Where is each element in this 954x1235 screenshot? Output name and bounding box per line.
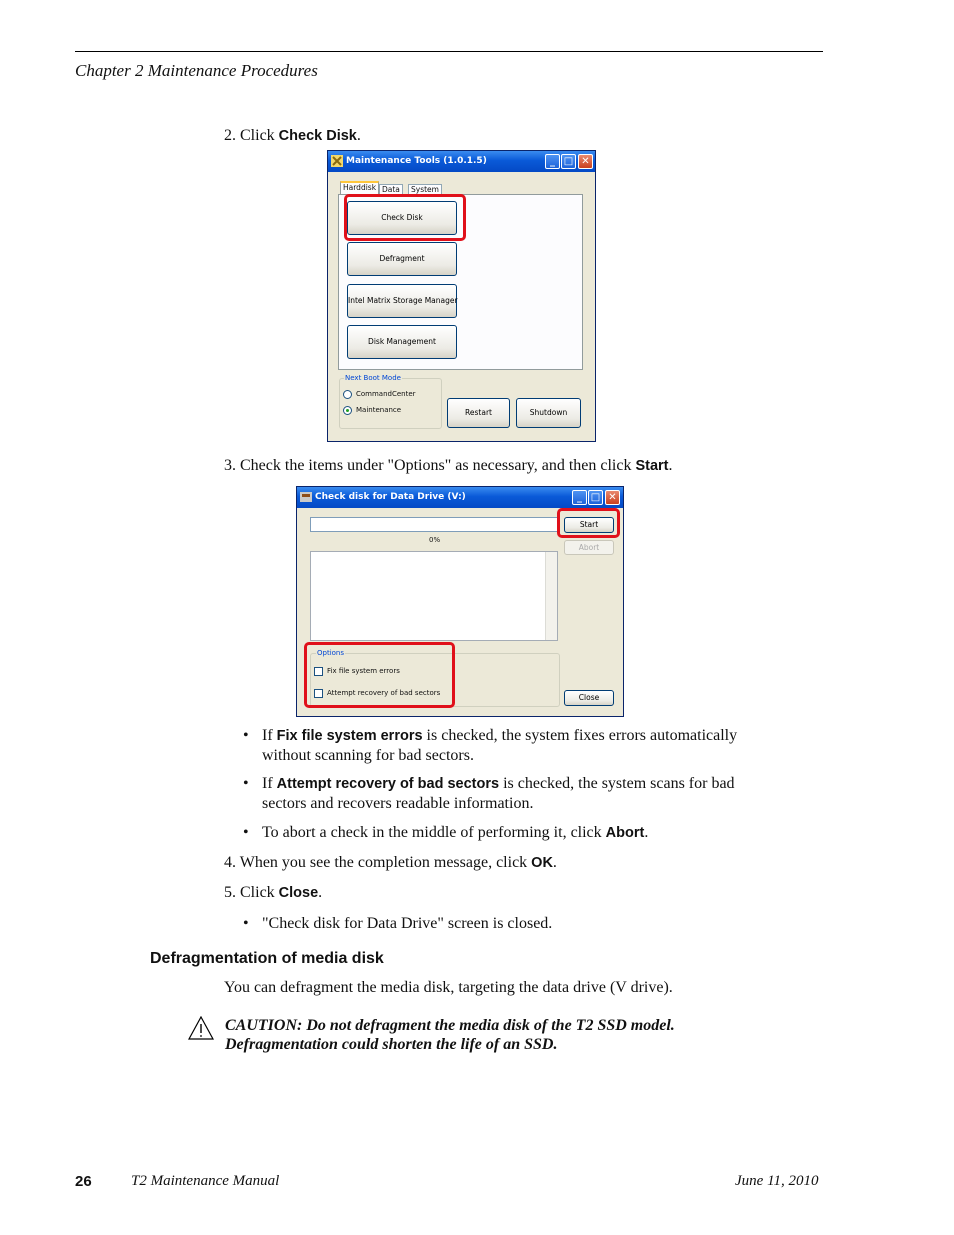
bullet-1-text: is checked, the system fixes errors automatically bbox=[422, 727, 738, 744]
bullet-dot: • bbox=[243, 727, 249, 744]
bullet-dot: • bbox=[243, 915, 249, 932]
abort-button[interactable]: Abort bbox=[564, 540, 614, 555]
app-icon bbox=[331, 155, 343, 167]
bullet-recover-sectors bbox=[243, 774, 802, 813]
options-label: Options bbox=[317, 649, 345, 657]
maintenance-tools-window bbox=[327, 150, 596, 442]
progress-bar bbox=[310, 517, 558, 532]
step-4 bbox=[224, 854, 557, 872]
page-number: 26 bbox=[75, 1173, 92, 1190]
close-button[interactable]: Close bbox=[564, 690, 614, 706]
bullet-2-text: is checked, the system scans for bad bbox=[499, 775, 735, 792]
step-4-bold: OK bbox=[531, 855, 553, 871]
radio-commandcenter[interactable] bbox=[343, 390, 352, 399]
radio-commandcenter-label: CommandCenter bbox=[356, 390, 416, 398]
bullet-dot: • bbox=[243, 775, 249, 792]
bullet-abort bbox=[243, 823, 802, 843]
next-boot-mode-group bbox=[339, 378, 442, 429]
shutdown-button[interactable]: Shutdown bbox=[516, 398, 581, 428]
minimize-button[interactable]: _ bbox=[545, 154, 560, 169]
disk-management-button[interactable]: Disk Management bbox=[347, 325, 457, 359]
step-3-suffix: . bbox=[668, 457, 673, 474]
close-window-button[interactable]: ✕ bbox=[578, 154, 593, 169]
check-disk-window bbox=[296, 486, 624, 717]
bullet-3-suffix: . bbox=[644, 824, 649, 841]
log-scrollbar[interactable] bbox=[545, 552, 557, 640]
step-4-suffix: . bbox=[552, 854, 557, 871]
bullet-2-line2: sectors and recovers readable information. bbox=[262, 795, 534, 812]
fix-errors-label: Fix file system errors bbox=[327, 667, 400, 675]
caution-text bbox=[225, 1016, 785, 1054]
bullet-1-line2: without scanning for bad sectors. bbox=[262, 747, 474, 764]
step-5-suffix: . bbox=[318, 884, 323, 901]
step-5 bbox=[224, 884, 322, 902]
restart-button[interactable]: Restart bbox=[447, 398, 510, 428]
tab-data[interactable]: Data bbox=[379, 184, 403, 194]
section-heading: Defragmentation of media disk bbox=[150, 950, 384, 967]
section-body: You can defragment the media disk, targeting the data drive (V drive). bbox=[224, 979, 673, 996]
defragment-button[interactable]: Defragment bbox=[347, 242, 457, 276]
close-window-button[interactable]: ✕ bbox=[605, 490, 620, 505]
minimize-button[interactable]: _ bbox=[572, 490, 587, 505]
step-2-bold: Check Disk bbox=[278, 128, 357, 144]
radio-maintenance-label: Maintenance bbox=[356, 406, 402, 414]
disk-icon bbox=[300, 491, 312, 503]
step-2-text: 2. Click bbox=[224, 127, 279, 144]
check-disk-window-title: Check disk for Data Drive (V:) bbox=[315, 492, 466, 502]
highlight-options bbox=[304, 642, 455, 708]
bullet-fix-errors bbox=[243, 726, 802, 765]
chapter-title: Chapter 2 Maintenance Procedures bbox=[75, 61, 318, 80]
caution-icon bbox=[188, 1016, 214, 1040]
caution-line-1: CAUTION: Do not defragment the media disk of the T2 SSD model. bbox=[225, 1017, 675, 1034]
step-3-text: 3. Check the items under "Options" as necessary, and then click bbox=[224, 457, 636, 474]
next-boot-mode-label: Next Boot Mode bbox=[345, 374, 401, 382]
bullet-close-text: "Check disk for Data Drive" screen is closed. bbox=[262, 915, 553, 932]
caution-line-2: Defragmentation could shorten the life of an SSD. bbox=[225, 1036, 558, 1053]
tab-harddisk[interactable]: Harddisk bbox=[340, 181, 379, 194]
bullet-dot: • bbox=[243, 824, 249, 841]
recover-sectors-label: Attempt recovery of bad sectors bbox=[327, 689, 441, 697]
bullet-1-prefix: If bbox=[262, 727, 277, 744]
step-5-text: 5. Click bbox=[224, 884, 279, 901]
radio-maintenance[interactable] bbox=[343, 406, 352, 415]
tab-system[interactable]: System bbox=[408, 184, 442, 194]
progress-text: 0% bbox=[429, 536, 441, 544]
step-3 bbox=[224, 457, 673, 475]
intel-matrix-storage-manager-button[interactable]: Intel Matrix Storage Manager bbox=[347, 284, 457, 318]
highlight-check-disk bbox=[344, 194, 466, 241]
manual-title: T2 Maintenance Manual bbox=[131, 1173, 280, 1189]
log-textarea[interactable] bbox=[310, 551, 558, 641]
step-4-text: 4. When you see the completion message, click bbox=[224, 854, 532, 871]
header-rule bbox=[75, 51, 823, 52]
step-2-suffix: . bbox=[356, 127, 361, 144]
maximize-button[interactable]: □ bbox=[588, 490, 603, 505]
maintenance-window-title: Maintenance Tools (1.0.1.5) bbox=[346, 156, 487, 166]
maximize-button[interactable]: □ bbox=[561, 154, 576, 169]
bullet-screen-closed bbox=[243, 914, 802, 933]
bullet-2-prefix: If bbox=[262, 775, 277, 792]
bullet-3-bold: Abort bbox=[605, 825, 645, 841]
highlight-start bbox=[557, 508, 620, 538]
bullet-3-prefix: To abort a check in the middle of performing it, click bbox=[262, 824, 606, 841]
step-5-bold: Close bbox=[278, 885, 319, 901]
bullet-1-bold: Fix file system errors bbox=[276, 728, 423, 744]
step-2 bbox=[224, 127, 361, 145]
footer-date: June 11, 2010 bbox=[735, 1173, 819, 1189]
start-button[interactable]: Start bbox=[564, 517, 614, 533]
step-3-bold: Start bbox=[635, 458, 669, 474]
check-disk-button[interactable]: Check Disk bbox=[347, 201, 457, 235]
bullet-2-bold: Attempt recovery of bad sectors bbox=[276, 776, 500, 792]
